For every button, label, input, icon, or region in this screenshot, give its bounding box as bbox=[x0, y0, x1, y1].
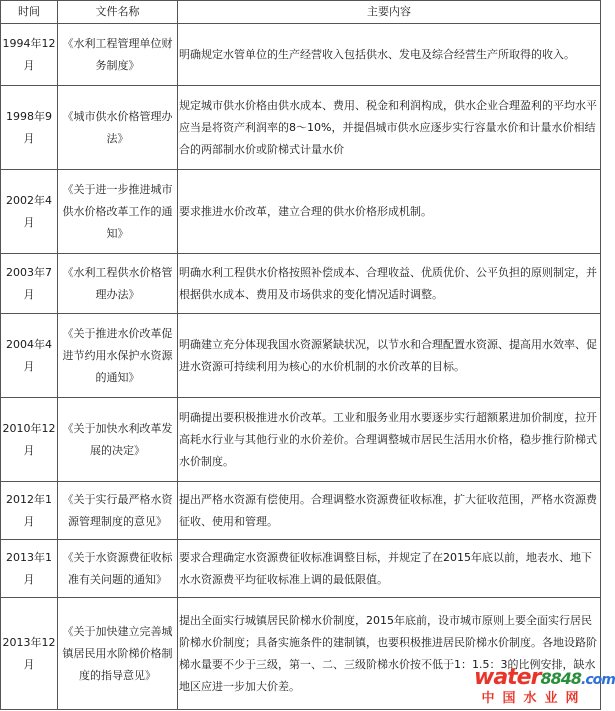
header-content: 主要内容 bbox=[178, 1, 601, 24]
table-row bbox=[1, 254, 601, 314]
cell-name: 《关于水资源费征收标准有关问题的通知》 bbox=[58, 540, 178, 598]
cell-time: 1998年9月 bbox=[1, 86, 58, 170]
cell-content: 规定城市供水价格由供水成本、费用、税金和利润构成，供水企业合理盈利的平均水平应当是将资产利润率的8～10%，并提倡城市供水应逐步实行容量水价和计量水价相结合的两部制水价或阶梯式计量水价 bbox=[178, 86, 601, 170]
cell-time: 2013年12月 bbox=[1, 598, 58, 710]
cell-name: 《水利工程供水价格管理办法》 bbox=[58, 254, 178, 314]
table-row bbox=[1, 86, 601, 170]
watermark-site-name: 中国水业网 bbox=[481, 691, 587, 706]
header-time: 时间 bbox=[1, 1, 58, 24]
cell-name: 《关于加快水利改革发展的决定》 bbox=[58, 398, 178, 482]
cell-time: 2003年7月 bbox=[1, 254, 58, 314]
cell-time: 2013年1月 bbox=[1, 540, 58, 598]
cell-content: 要求合理确定水资源费征收标准调整目标，并规定了在2015年底以前，地表水、地下水水资源费平均征收标准上调的最低限值。 bbox=[178, 540, 601, 598]
cell-time: 2012年1月 bbox=[1, 482, 58, 540]
cell-time: 2004年4月 bbox=[1, 314, 58, 398]
cell-name: 《关于进一步推进城市供水价格改革工作的通知》 bbox=[58, 170, 178, 254]
watermark-logo-word: water bbox=[474, 665, 541, 690]
cell-name: 《关于实行最严格水资源管理制度的意见》 bbox=[58, 482, 178, 540]
header-name: 文件名称 bbox=[58, 1, 178, 24]
watermark-logo-tld: .com bbox=[581, 672, 615, 688]
table-row bbox=[1, 482, 601, 540]
cell-content: 明确建立充分体现我国水资源紧缺状况，以节水和合理配置水资源、提高用水效率、促进水资源可持续利用为核心的水价机制的水价改革的目标。 bbox=[178, 314, 601, 398]
cell-content: 明确提出要积极推进水价改革。工业和服务业用水要逐步实行超额累进加价制度，拉开高耗水行业与其他行业的水价差价。合理调整城市居民生活用水价格，稳步推行阶梯式水价制度。 bbox=[178, 398, 601, 482]
cell-time: 1994年12月 bbox=[1, 24, 58, 86]
cell-content: 明确水利工程供水价格按照补偿成本、合理收益、优质优价、公平负担的原则制定，并根据供水成本、费用及市场供求的变化情况适时调整。 bbox=[178, 254, 601, 314]
cell-time: 2002年4月 bbox=[1, 170, 58, 254]
table-row bbox=[1, 314, 601, 398]
table-row bbox=[1, 170, 601, 254]
cell-content: 提出全面实行城镇居民阶梯水价制度，2015年底前，设市城市原则上要全面实行居民阶梯水价制度；具备实施条件的建制镇，也要积极推进居民阶梯水价制度。各地设路阶梯水量要不少于三级，第一、二、三级阶梯水价按不低于1：1.5：3的比例安排，缺水地区应进一步加大价差。 bbox=[178, 598, 601, 710]
cell-content: 明确规定水管单位的生产经营收入包括供水、发电及综合经营生产所取得的收入。 bbox=[178, 24, 601, 86]
table-row bbox=[1, 598, 601, 710]
cell-name: 《关于推进水价改革促进节约用水保护水资源的通知》 bbox=[58, 314, 178, 398]
header-row bbox=[1, 1, 601, 24]
cell-content: 提出严格水资源有偿使用。合理调整水资源费征收标准，扩大征收范围，严格水资源费征收、使用和管理。 bbox=[178, 482, 601, 540]
cell-name: 《关于加快建立完善城镇居民用水阶梯价格制度的指导意见》 bbox=[58, 598, 178, 710]
cell-name: 《城市供水价格管理办法》 bbox=[58, 86, 178, 170]
cell-content: 要求推进水价改革，建立合理的供水价格形成机制。 bbox=[178, 170, 601, 254]
watermark-logo-number: 8848 bbox=[540, 669, 581, 688]
table-row bbox=[1, 398, 601, 482]
table-row bbox=[1, 24, 601, 86]
cell-time: 2010年12月 bbox=[1, 398, 58, 482]
cell-name: 《水利工程管理单位财务制度》 bbox=[58, 24, 178, 86]
table-row bbox=[1, 540, 601, 598]
